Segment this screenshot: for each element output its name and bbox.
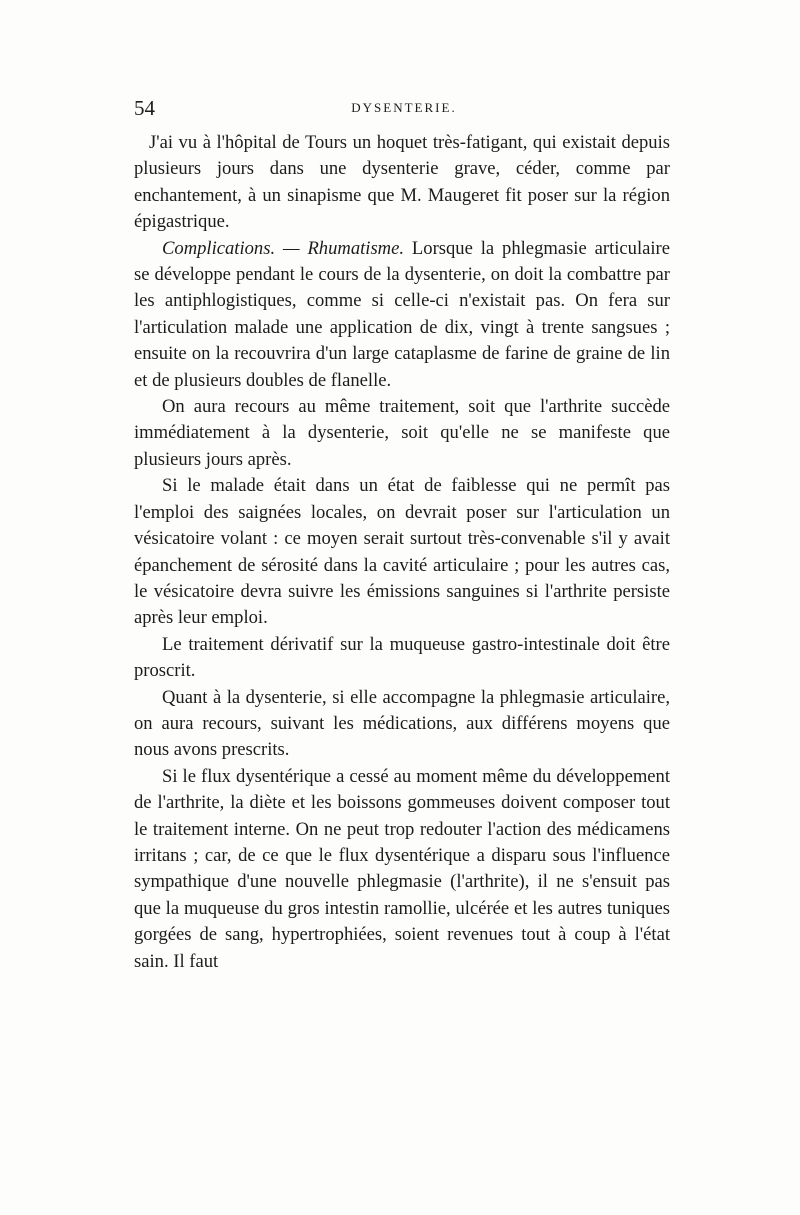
paragraph-vesicatoire xyxy=(134,473,670,631)
paragraph-text: Lorsque la phlegmasie articulaire se développe pendant le cours de la dysenterie, on doit la combattre par les antiphlogistiques, comme si celle-ci n'existait pas. On fera sur l'articulation malade une application de dix, vingt à trente sangsues ; ensuite on la recouvrira d'un large cataplasme de farine de graine de lin et de plusieurs doubles de flanelle. xyxy=(134,237,670,391)
running-title: DYSENTERIE. xyxy=(351,100,457,115)
section-label-complications: Complications. — Rhumatisme. xyxy=(162,237,405,259)
paragraph-text: Si le malade était dans un état de faiblesse qui ne permît pas l'emploi des saignées locales, on devrait poser sur l'articulation un vésicatoire volant : ce moyen serait surtout très-convenable s'il y avait épanchement de sérosité dans la cavité articulaire ; pour les autres cas, le vésicatoire devra suivre les émissions sanguines si l'arthrite persiste après leur emploi. xyxy=(134,475,670,629)
running-head xyxy=(134,96,674,126)
paragraph-hoquet xyxy=(134,130,670,236)
body-text xyxy=(134,130,670,975)
paragraph-dysenterie xyxy=(134,685,670,764)
page-number: 54 xyxy=(134,96,155,120)
paragraph-flux xyxy=(134,764,670,975)
paragraph-text: On aura recours au même traitement, soit que l'arthrite succède immédiatement à la dysenterie, soit qu'elle ne se manifeste que plusieurs jours après. xyxy=(134,396,670,470)
paragraph-complications xyxy=(134,236,670,394)
paragraph-text: Le traitement dérivatif sur la muqueuse gastro-intestinale doit être proscrit. xyxy=(134,633,670,682)
paragraph-text: Si le flux dysentérique a cessé au moment même du développement de l'arthrite, la diète et les boissons gommeuses doivent composer tout le traitement interne. On ne peut trop redouter l'action des médicamens irritans ; car, de ce que le flux dysentérique a disparu sous l'influence sympathique d'une nouvelle phlegmasie (l'arthrite), il ne s'ensuit pas que la muqueuse du gros intestin ramollie, ulcérée et les autres tuniques gorgées de sang, hypertrophiées, soient revenues tout à coup à l'état sain. Il faut xyxy=(134,765,670,972)
paragraph-derivatif xyxy=(134,632,670,685)
paragraph-text: Quant à la dysenterie, si elle accompagne la phlegmasie articulaire, on aura recours, suivant les médications, aux différens moyens que nous avons prescrits. xyxy=(134,686,670,761)
paragraph-arthrite xyxy=(134,394,670,473)
paragraph-text: J'ai vu à l'hôpital de Tours un hoquet très-fatigant, qui existait depuis plusieurs jours dans une dysenterie grave, céder, comme par enchantement, à un sinapisme que M. Maugeret fit poser sur la région épigastrique. xyxy=(134,132,670,233)
